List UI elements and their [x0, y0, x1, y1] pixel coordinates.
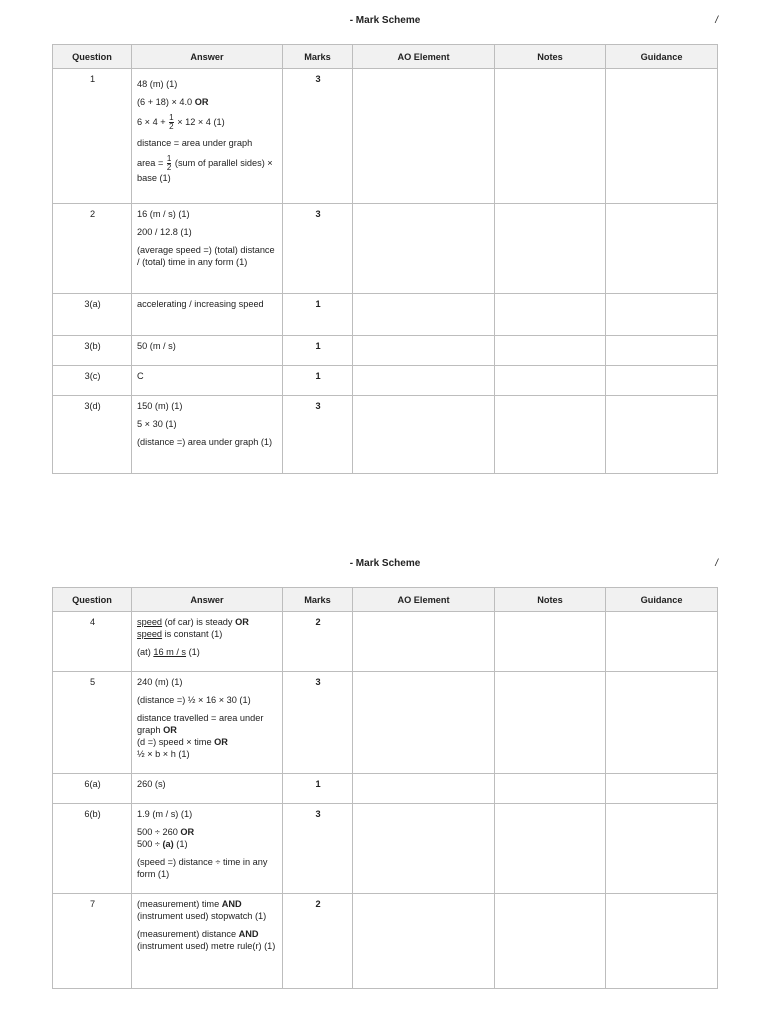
marks-value: 1	[283, 366, 353, 396]
answer-line: 150 (m) (1)	[137, 401, 183, 411]
question-number: 3(b)	[53, 336, 132, 366]
col-notes: Notes	[495, 45, 606, 69]
answer-cell	[132, 396, 283, 474]
col-marks: Marks	[283, 588, 353, 612]
ao-element-cell	[353, 774, 495, 804]
question-number: 7	[53, 894, 132, 989]
answer-cell	[132, 672, 283, 774]
table-header-row	[53, 588, 718, 612]
answer-line: accelerating / increasing speed	[137, 299, 264, 309]
guidance-cell	[606, 294, 718, 336]
question-number: 3(c)	[53, 366, 132, 396]
guidance-cell	[606, 612, 718, 672]
notes-cell	[495, 894, 606, 989]
question-number: 6(a)	[53, 774, 132, 804]
col-ao-element: AO Element	[353, 45, 495, 69]
answer-line: speed (of car) is steady OR	[137, 617, 249, 627]
col-marks: Marks	[283, 45, 353, 69]
ao-element-cell	[353, 396, 495, 474]
guidance-cell	[606, 69, 718, 204]
answer-cell	[132, 204, 283, 294]
answer-line: 1.9 (m / s) (1)	[137, 809, 193, 819]
answer-line: 6 × 4 + $\frac{1}{2}$ × 12 × 4 (1)	[137, 113, 225, 131]
fraction-half: $\frac{1}{2}$	[169, 113, 174, 131]
answer-line: speed is constant (1)	[137, 629, 223, 639]
page1-header	[52, 15, 718, 29]
table-row	[53, 894, 718, 989]
answer-line: (average speed =) (total) distance / (total) time in any form (1)	[137, 245, 275, 267]
marks-value: 3	[283, 672, 353, 774]
answer-line: (measurement) distance AND (instrument used) metre rule(r) (1)	[137, 929, 276, 951]
table-row	[53, 396, 718, 474]
page2-title: - Mark Scheme	[349, 558, 421, 569]
guidance-cell	[606, 204, 718, 294]
table-row	[53, 69, 718, 204]
answer-line: (measurement) time AND (instrument used) stopwatch (1)	[137, 899, 267, 921]
answer-cell	[132, 294, 283, 336]
notes-cell	[495, 396, 606, 474]
page1-slash: /	[715, 15, 718, 26]
guidance-cell	[606, 366, 718, 396]
notes-cell	[495, 804, 606, 894]
page2-slash: /	[715, 558, 718, 569]
ao-element-cell	[353, 204, 495, 294]
answer-cell	[132, 69, 283, 204]
table-row	[53, 672, 718, 774]
notes-cell	[495, 612, 606, 672]
col-ao-element: AO Element	[353, 588, 495, 612]
table-row	[53, 774, 718, 804]
marks-value: 2	[283, 894, 353, 989]
notes-cell	[495, 366, 606, 396]
answer-line: 500 ÷ 260 OR	[137, 827, 195, 837]
notes-cell	[495, 204, 606, 294]
answer-cell	[132, 774, 283, 804]
answer-line: 50 (m / s)	[137, 341, 176, 351]
answer-line: ½ × b × h (1)	[137, 749, 190, 759]
table-row	[53, 336, 718, 366]
marks-value: 3	[283, 804, 353, 894]
guidance-cell	[606, 336, 718, 366]
answer-line: (speed =) distance ÷ time in any form (1)	[137, 857, 268, 879]
notes-cell	[495, 294, 606, 336]
answer-line: (6 + 18) × 4.0 OR	[137, 97, 209, 107]
guidance-cell	[606, 774, 718, 804]
answer-line: (distance =) area under graph (1)	[137, 437, 273, 447]
marks-value: 3	[283, 204, 353, 294]
table-row	[53, 612, 718, 672]
table-row	[53, 204, 718, 294]
col-question: Question	[53, 588, 132, 612]
marks-value: 1	[283, 294, 353, 336]
answer-cell	[132, 894, 283, 989]
question-number: 6(b)	[53, 804, 132, 894]
col-answer: Answer	[132, 588, 283, 612]
table-header-row	[53, 45, 718, 69]
ao-element-cell	[353, 804, 495, 894]
table-row	[53, 366, 718, 396]
page1-title: - Mark Scheme	[349, 15, 421, 26]
notes-cell	[495, 672, 606, 774]
answer-cell	[132, 804, 283, 894]
answer-line: distance travelled = area under graph OR	[137, 713, 264, 735]
ao-element-cell	[353, 612, 495, 672]
answer-line: 200 / 12.8 (1)	[137, 227, 192, 237]
page2-mark-scheme-table	[52, 587, 718, 989]
fraction-half: $\frac{1}{2}$	[166, 154, 172, 172]
answer-line: 16 (m / s) (1)	[137, 209, 190, 219]
ao-element-cell	[353, 894, 495, 989]
answer-cell	[132, 366, 283, 396]
col-question: Question	[53, 45, 132, 69]
question-number: 4	[53, 612, 132, 672]
answer-cell	[132, 336, 283, 366]
ao-element-cell	[353, 672, 495, 774]
question-number: 1	[53, 69, 132, 204]
marks-value: 3	[283, 69, 353, 204]
answer-line: 260 (s)	[137, 779, 166, 789]
answer-line: C	[137, 371, 144, 381]
answer-line: 5 × 30 (1)	[137, 419, 177, 429]
page2-header	[52, 558, 718, 572]
ao-element-cell	[353, 366, 495, 396]
table-row	[53, 804, 718, 894]
marks-value: 3	[283, 396, 353, 474]
col-answer: Answer	[132, 45, 283, 69]
marks-value: 1	[283, 336, 353, 366]
answer-line: 240 (m) (1)	[137, 677, 183, 687]
notes-cell	[495, 336, 606, 366]
answer-line: (distance =) ½ × 16 × 30 (1)	[137, 695, 251, 705]
page1-mark-scheme-table	[52, 44, 718, 474]
answer-line: 500 ÷ (a) (1)	[137, 839, 188, 849]
guidance-cell	[606, 804, 718, 894]
question-number: 5	[53, 672, 132, 774]
answer-line: 48 (m) (1)	[137, 79, 178, 89]
notes-cell	[495, 69, 606, 204]
guidance-cell	[606, 672, 718, 774]
answer-line: (at) 16 m / s (1)	[137, 647, 200, 657]
ao-element-cell	[353, 69, 495, 204]
col-guidance: Guidance	[606, 45, 718, 69]
marks-value: 1	[283, 774, 353, 804]
notes-cell	[495, 774, 606, 804]
question-number: 3(d)	[53, 396, 132, 474]
question-number: 3(a)	[53, 294, 132, 336]
ao-element-cell	[353, 294, 495, 336]
ao-element-cell	[353, 336, 495, 366]
answer-line: area = $\frac{1}{2}$ (sum of parallel sides) × base (1)	[137, 154, 273, 183]
marks-value: 2	[283, 612, 353, 672]
table-row	[53, 294, 718, 336]
answer-line: (d =) speed × time OR	[137, 737, 228, 747]
col-notes: Notes	[495, 588, 606, 612]
answer-line: distance = area under graph	[137, 138, 253, 148]
guidance-cell	[606, 894, 718, 989]
guidance-cell	[606, 396, 718, 474]
col-guidance: Guidance	[606, 588, 718, 612]
question-number: 2	[53, 204, 132, 294]
answer-cell	[132, 612, 283, 672]
